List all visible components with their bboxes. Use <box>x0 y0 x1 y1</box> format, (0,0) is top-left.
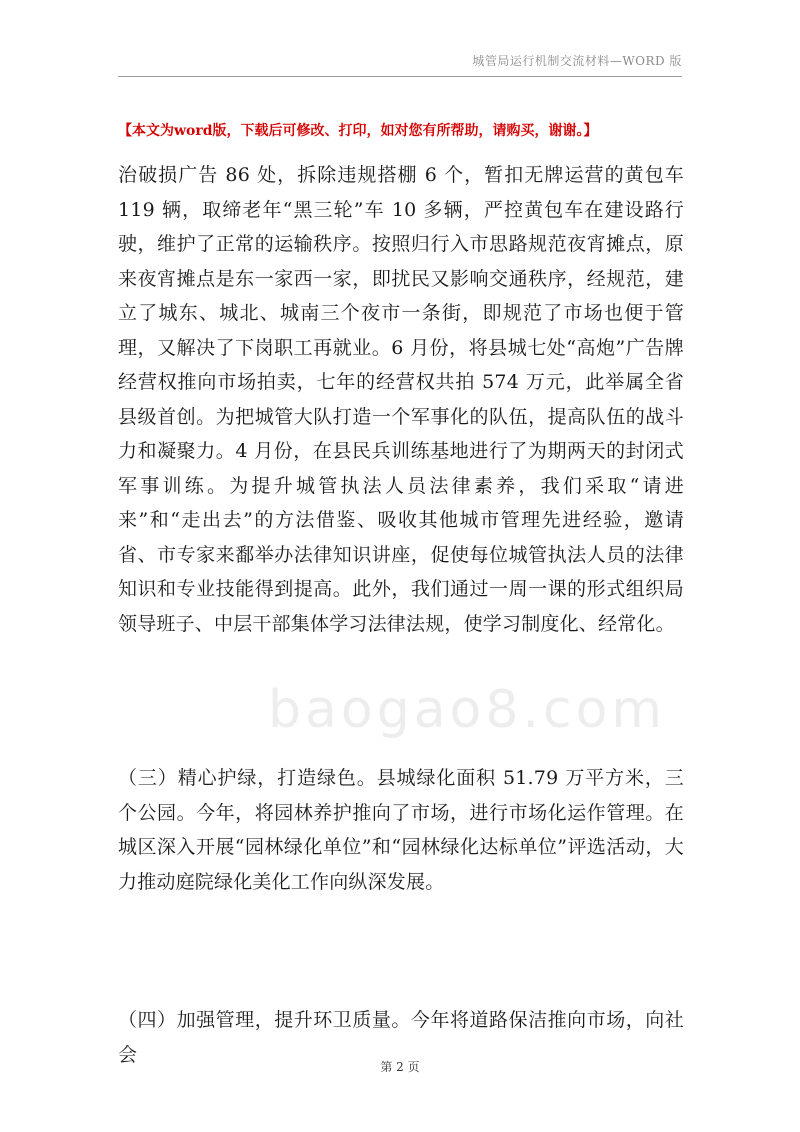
header-title: 城管局运行机制交流材料—WORD 版 <box>472 54 682 68</box>
page-header <box>118 52 682 77</box>
watermark: baogao8.com <box>268 680 667 740</box>
download-notice: 【本文为word版，下载后可修改、打印，如对您有所帮助，请购买，谢谢。】 <box>118 123 598 139</box>
body-paragraph-3: （四）加强管理，提升环卫质量。今年将道路保洁推向市场，向社会 <box>118 1009 684 1066</box>
page-footer <box>0 1058 800 1075</box>
page-number: 第 2 页 <box>380 1060 420 1074</box>
body-paragraph-1: 治破损广告 86 处，拆除违规搭棚 6 个，暂扣无牌运营的黄包车 119 辆，取缔老年“黑三轮”车 10 多辆，严控黄包车在建设路行驶，维护了正常的运输秩序。按照归行入市思路规范夜宵摊点，原来夜宵摊点是东一家西一家，即扰民又影响交通秩序，经规范，建立了城东、城北、城南三个夜市一条街，即规范了市场也便于管理，又解决了下岗职工再就业。6 月份，将县城七处“高炮”广告牌经营权推向市场拍卖，七年的经营权共拍 574 万元，此举属全省县级首创。为把城管大队打造一个军事化的队伍，提高队伍的战斗力和凝聚力。4 月份，在县民兵训练基地进行了为期两天的封闭式军事训练。为提升城管执法人员法律素养，我们采取“请进来”和“走出去”的方法借鉴、吸收其他城市管理先进经验，邀请省、市专家来鄱举办法律知识讲座，促使每位城管执法人员的法律知识和专业技能得到提高。此外，我们通过一周一课的形式组织局领导班子、中层干部集体学习法律法规，使学习制度化、经常化。 <box>118 164 684 635</box>
body-paragraph-2: （三）精心护绿，打造绿色。县城绿化面积 51.79 万平方米，三个公园。今年，将园林养护推向了市场，进行市场化运作管理。在城区深入开展“园林绿化单位”和“园林绿化达标单位”评选活动，大力推动庭院绿化美化工作向纵深发展。 <box>118 767 684 893</box>
